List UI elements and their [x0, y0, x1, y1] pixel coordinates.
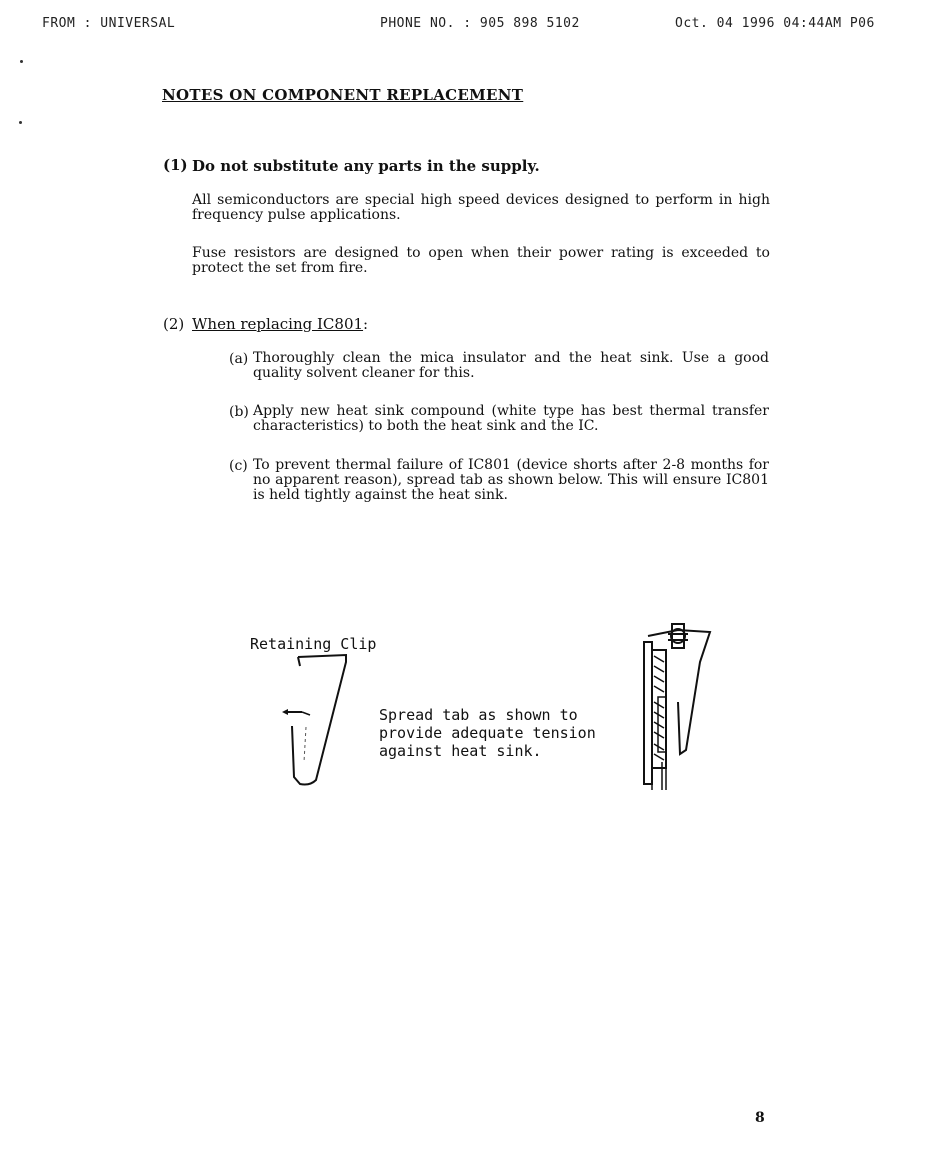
note2-title-text: When replacing IC801 [192, 315, 364, 333]
item-b-text: Apply new heat sink compound (white type has best thermal transfer characteristics) to both the heat sink and the IC. [253, 403, 769, 434]
item-a-label: (a) [229, 351, 249, 367]
note1-paragraph-1: All semiconductors are special high speed devices designed to perform in high frequency pulse applications. [192, 192, 770, 223]
note1-paragraph-2: Fuse resistors are designed to open when their power rating is exceeded to protect the set from fire. [192, 245, 770, 276]
scan-speck [19, 121, 22, 124]
retaining-clip-drawing [280, 652, 360, 787]
instruction-line-1: Spread tab as shown to [379, 706, 578, 724]
item-b-label: (b) [229, 404, 249, 420]
item-c-label: (c) [229, 458, 248, 474]
heat-sink-assembly-drawing [638, 622, 718, 794]
instruction-line-3: against heat sink. [379, 742, 542, 760]
note1-number: (1) [163, 156, 188, 174]
page-number: 8 [755, 1110, 765, 1126]
page-title: NOTES ON COMPONENT REPLACEMENT [162, 86, 524, 104]
item-a-text: Thoroughly clean the mica insulator and the heat sink. Use a good quality solvent cleaner for this. [253, 350, 769, 381]
scan-speck [20, 60, 23, 63]
retaining-clip-label: Retaining Clip [250, 635, 377, 653]
item-c-text: To prevent thermal failure of IC801 (device shorts after 2-8 months for no apparent reason), spread tab as shown below. This will ensure IC801 is held tightly against the heat sink. [253, 457, 769, 503]
note1-title: Do not substitute any parts in the supply. [192, 157, 540, 175]
fax-datetime: Oct. 04 1996 04:44AM P06 [675, 16, 875, 31]
note2-title-colon: : [363, 315, 369, 333]
instruction-line-2: provide adequate tension [379, 724, 596, 742]
note2-number: (2) [163, 315, 185, 333]
note2-title [192, 315, 368, 333]
fax-phone: PHONE NO. : 905 898 5102 [380, 16, 580, 31]
fax-from: FROM : UNIVERSAL [42, 16, 176, 31]
